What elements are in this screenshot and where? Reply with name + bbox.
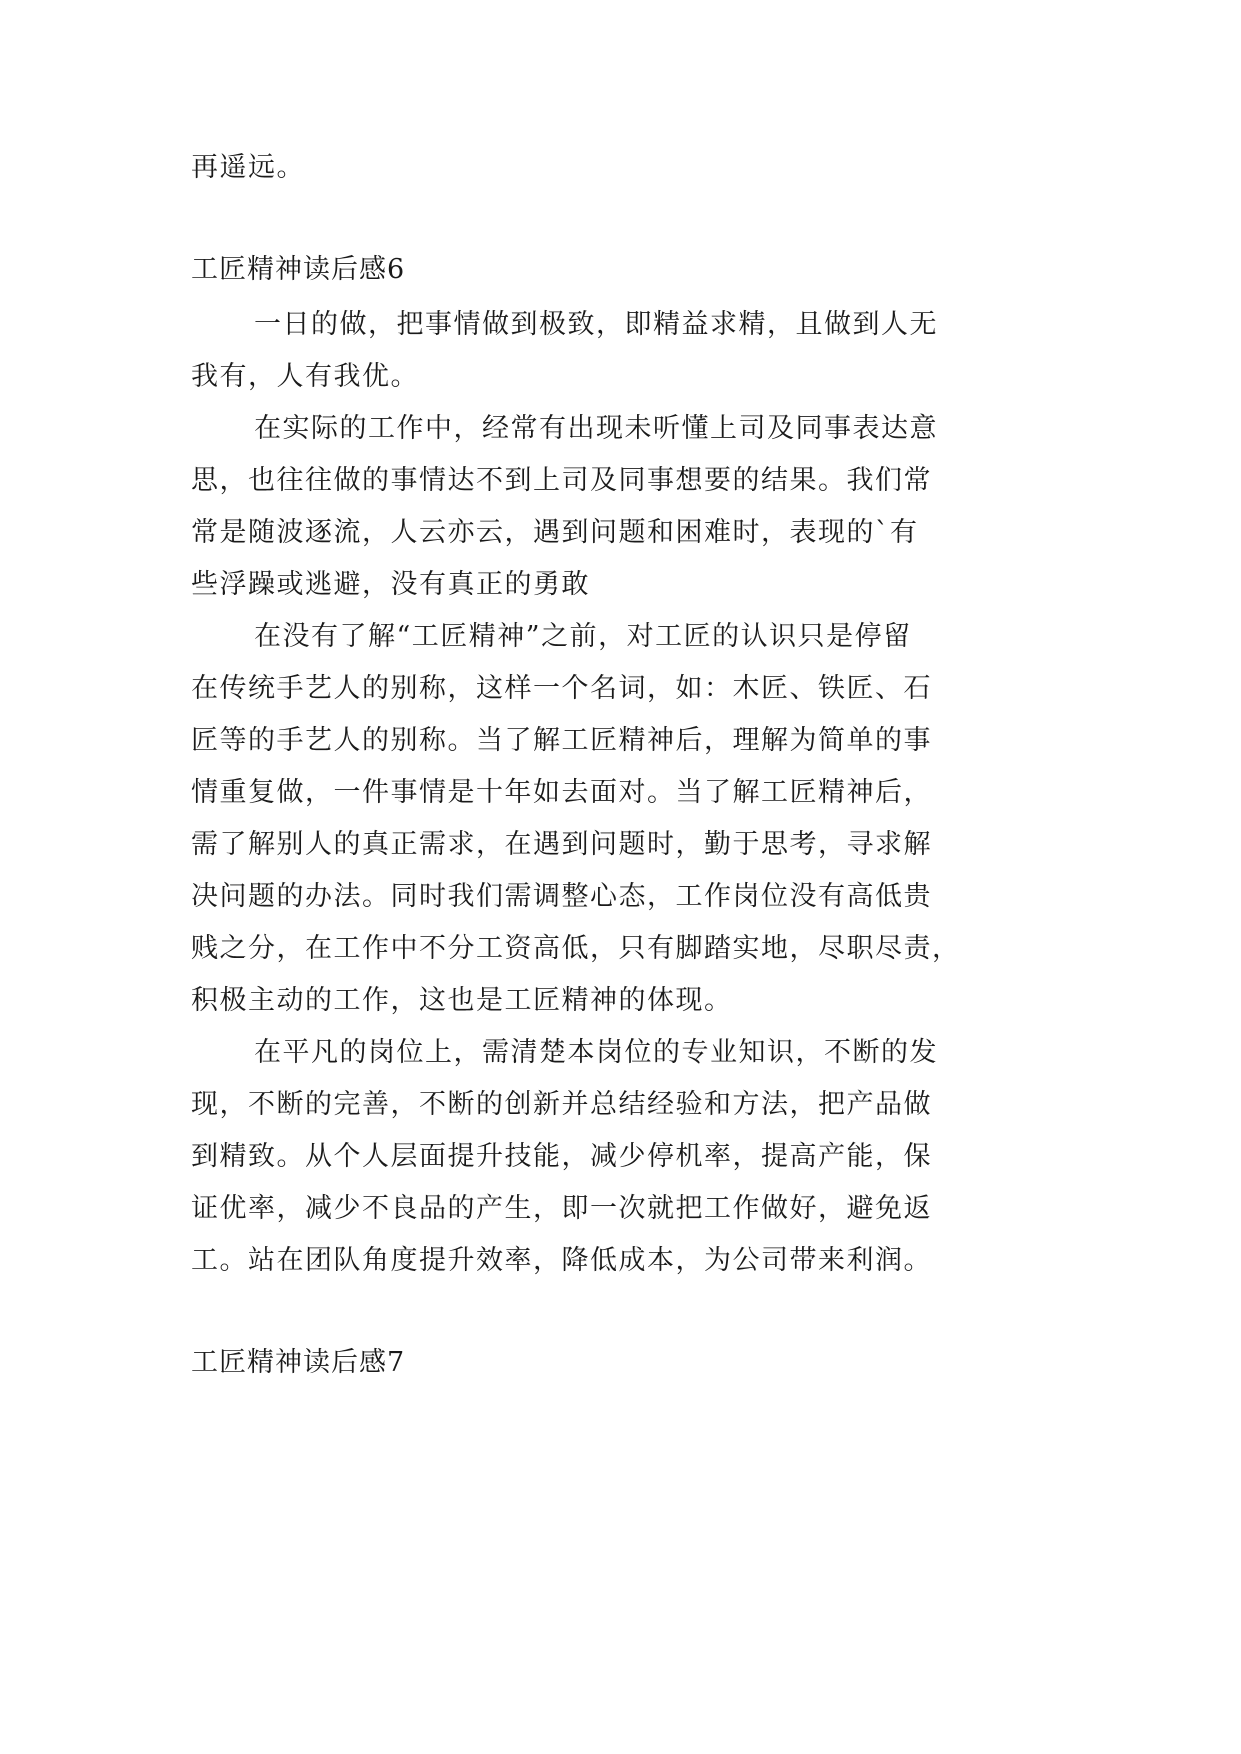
paragraph-line: 一日的做，把事情做到极致，即精益求精，且做到人无 (254, 309, 938, 340)
paragraph-line: 在平凡的岗位上，需清楚本岗位的专业知识，不断的发 (254, 1037, 938, 1068)
paragraph-line: 我有，人有我优。 (191, 361, 419, 392)
paragraph-line: 积极主动的工作，这也是工匠精神的体现。 (191, 985, 733, 1016)
paragraph-line: 现，不断的完善，不断的创新并总结经验和方法，把产品做 (191, 1089, 932, 1120)
section-heading-6: 工匠精神读后感6 (191, 254, 406, 285)
paragraph-line: 决问题的办法。同时我们需调整心态，工作岗位没有高低贵 (191, 881, 932, 912)
paragraph-line: 证优率，减少不良品的产生，即一次就把工作做好，避免返 (191, 1193, 932, 1224)
paragraph-line: 在没有了解“工匠精神”之前，对工匠的认识只是停留 (254, 621, 912, 652)
paragraph-line: 情重复做，一件事情是十年如去面对。当了解工匠精神后， (191, 777, 932, 808)
paragraph-line: 在传统手艺人的别称，这样一个名词，如：木匠、铁匠、石 (191, 673, 932, 704)
paragraph-line: 工。站在团队角度提升效率，降低成本，为公司带来利润。 (191, 1245, 932, 1276)
paragraph-line: 需了解别人的真正需求，在遇到问题时，勤于思考，寻求解 (191, 829, 932, 860)
section-heading-7: 工匠精神读后感7 (191, 1347, 406, 1378)
paragraph-line: 常是随波逐流，人云亦云，遇到问题和困难时，表现的`有 (191, 517, 919, 548)
paragraph-line: 到精致。从个人层面提升技能，减少停机率，提高产能，保 (191, 1141, 932, 1172)
paragraph-line: 些浮躁或逃避，没有真正的勇敢 (191, 569, 590, 600)
paragraph-line: 匠等的手艺人的别称。当了解工匠精神后，理解为简单的事 (191, 725, 932, 756)
carryover-text: 再遥远。 (191, 152, 305, 183)
paragraph-line: 思，也往往做的事情达不到上司及同事想要的结果。我们常 (191, 465, 932, 496)
paragraph-line: 在实际的工作中，经常有出现未听懂上司及同事表达意 (254, 413, 938, 444)
paragraph-line: 贱之分，在工作中不分工资高低，只有脚踏实地，尽职尽责， (191, 933, 961, 964)
